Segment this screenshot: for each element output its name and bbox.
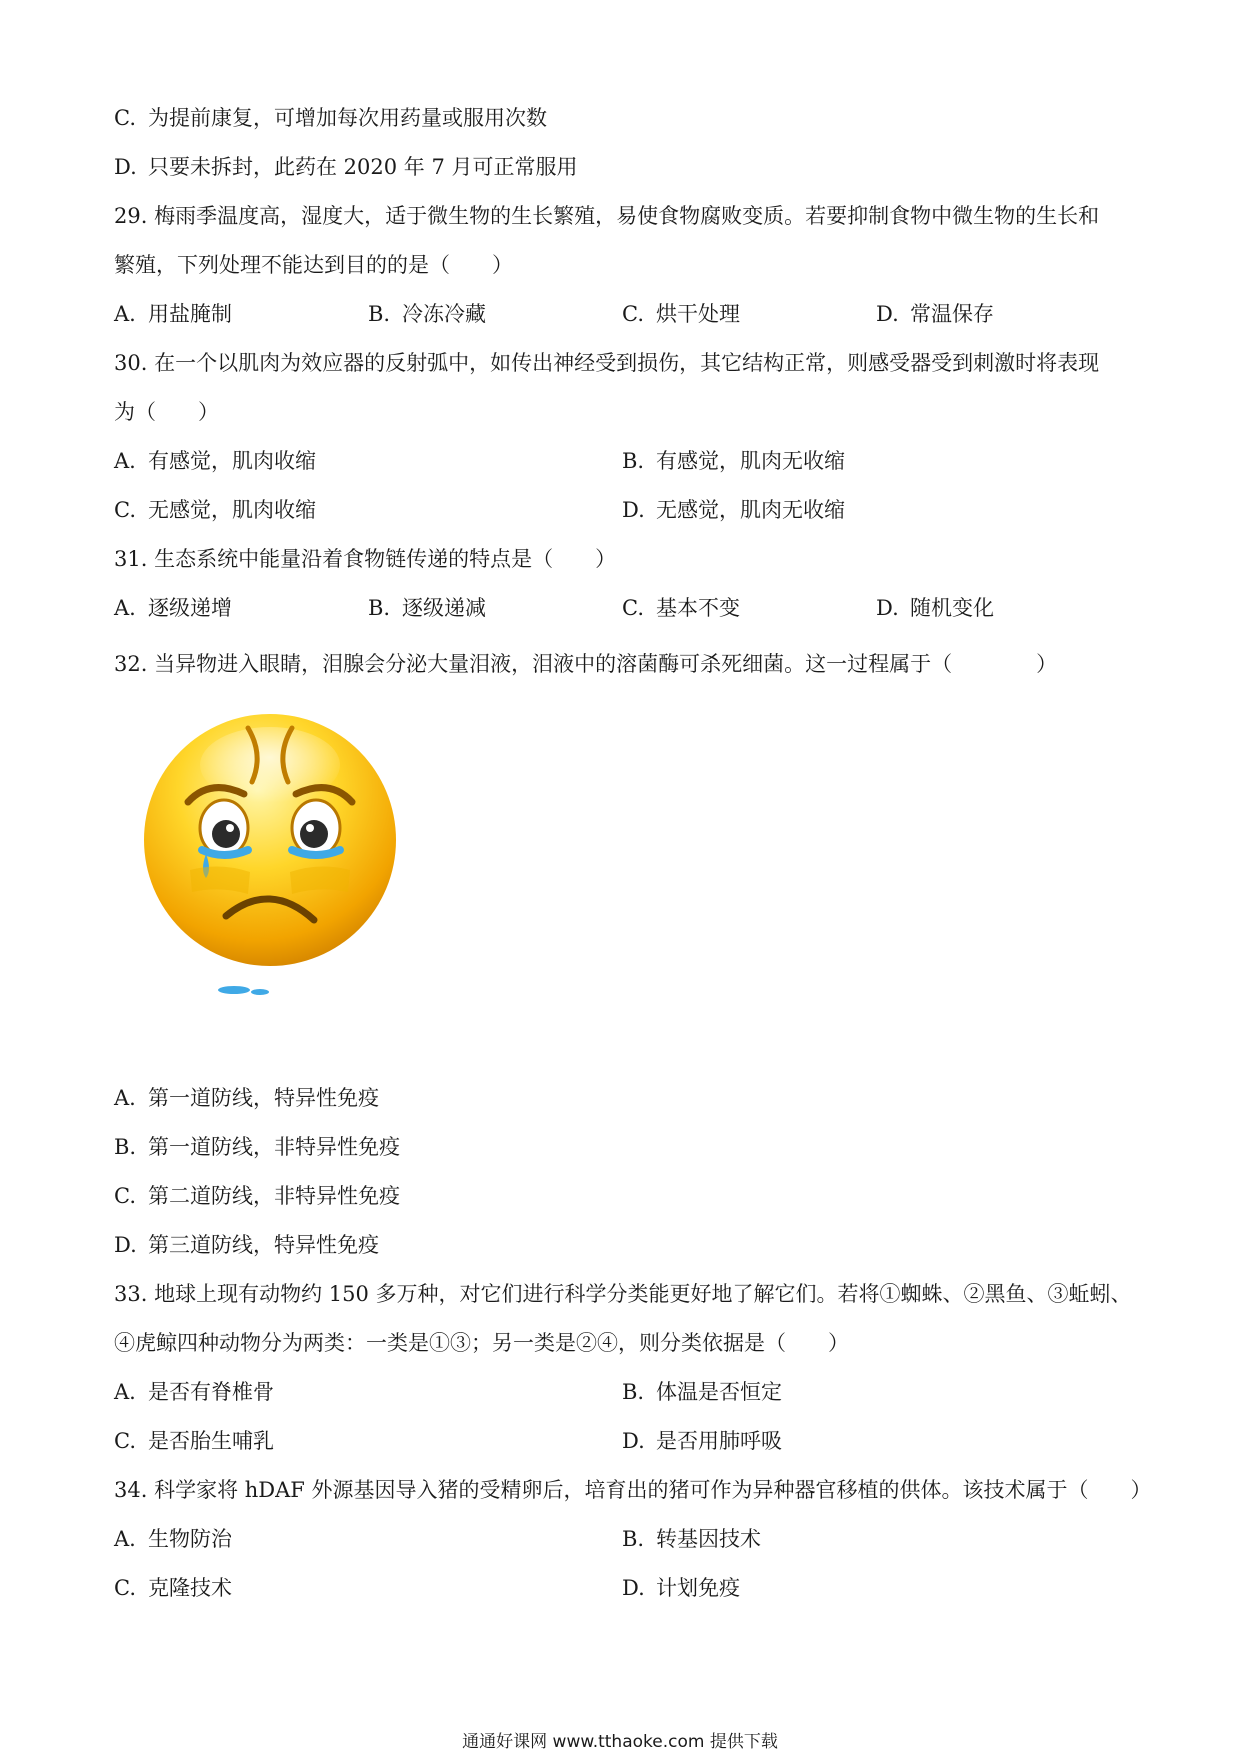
option-label: C.	[622, 302, 644, 326]
option-text: 计划免疫	[656, 1576, 740, 1600]
option-text: 冷冻冷藏	[402, 302, 486, 326]
option-text: 转基因技术	[656, 1527, 761, 1551]
option-label: D.	[622, 1429, 645, 1453]
q33-option-d	[622, 1427, 782, 1455]
q30-option-c	[114, 496, 316, 524]
q32-stem-line1: 32. 当异物进入眼睛，泪腺会分泌大量泪液，泪液中的溶菌酶可杀死细菌。这一过程属于（ ）	[114, 652, 1058, 676]
q32-option-a	[114, 1084, 379, 1112]
q31-option-d	[876, 594, 994, 622]
option-text: 克隆技术	[148, 1576, 232, 1600]
q34-stem-line1: 34. 科学家将 hDAF 外源基因导入猪的受精卵后，培育出的猪可作为异种器官移植的供体。该技术属于（ ）	[114, 1478, 1152, 1502]
option-label: C.	[114, 1429, 136, 1453]
q30-stem-line2: 为（ ）	[114, 400, 219, 424]
option-label: D.	[876, 302, 899, 326]
option-text: 第一道防线，非特异性免疫	[148, 1135, 400, 1159]
option-label: B.	[114, 1135, 137, 1159]
q34-option-b	[622, 1525, 761, 1553]
option-label: C.	[622, 596, 644, 620]
q33-option-c	[114, 1427, 274, 1455]
option-label: A.	[114, 449, 136, 473]
option-label: D.	[622, 498, 645, 522]
q33-option-b	[622, 1378, 782, 1406]
q34-option-d	[622, 1574, 740, 1602]
q30-option-d	[622, 496, 845, 524]
q30-stem-line1: 30. 在一个以肌肉为效应器的反射弧中，如传出神经受到损伤，其它结构正常，则感受器受到刺激时将表现	[114, 351, 1100, 375]
option-label: C.	[114, 498, 136, 522]
option-text: 基本不变	[656, 596, 740, 620]
option-label: D.	[876, 596, 899, 620]
option-label: C.	[114, 1184, 136, 1208]
q33-stem-line1: 33. 地球上现有动物约 150 多万种，对它们进行科学分类能更好地了解它们。若将①蜘蛛、②黑鱼、③蚯蚓、	[114, 1282, 1132, 1306]
option-text: 第三道防线，特异性免疫	[148, 1233, 379, 1257]
option-label: A.	[114, 596, 136, 620]
q31-stem-line1: 31. 生态系统中能量沿着食物链传递的特点是（ ）	[114, 547, 617, 571]
q29-option-d	[876, 300, 994, 328]
q32-option-c	[114, 1182, 400, 1210]
q34-option-a	[114, 1525, 232, 1553]
option-text: 无感觉，肌肉无收缩	[656, 498, 845, 522]
option-text: 生物防治	[148, 1527, 232, 1551]
q32-option-b	[114, 1133, 400, 1161]
q29-stem-line2: 繁殖，下列处理不能达到目的的是（ ）	[114, 253, 513, 277]
option-text: 无感觉，肌肉收缩	[148, 498, 316, 522]
q29-option-c	[622, 300, 740, 328]
q29-stem-line1: 29. 梅雨季温度高，湿度大，适于微生物的生长繁殖，易使食物腐败变质。若要抑制食物中微生物的生长和	[114, 204, 1100, 228]
option-label: D.	[622, 1576, 645, 1600]
q30-option-b	[622, 447, 845, 475]
option-label: B.	[622, 1527, 645, 1551]
option-label: A.	[114, 302, 136, 326]
option-text: 用盐腌制	[148, 302, 232, 326]
option-text: 为提前康复，可增加每次用药量或服用次数	[148, 106, 547, 130]
option-text: 第二道防线，非特异性免疫	[148, 1184, 400, 1208]
option-label: A.	[114, 1086, 136, 1110]
option-label: B.	[368, 302, 391, 326]
q34-option-c	[114, 1574, 232, 1602]
option-label: A.	[114, 1527, 136, 1551]
q31-option-a	[114, 594, 232, 622]
option-label: C.	[114, 1576, 136, 1600]
option-text: 有感觉，肌肉无收缩	[656, 449, 845, 473]
option-label: B.	[622, 1380, 645, 1404]
q33-stem-line2: ④虎鲸四种动物分为两类：一类是①③；另一类是②④，则分类依据是（ ）	[114, 1331, 849, 1355]
option-text: 随机变化	[910, 596, 994, 620]
q31-option-b	[368, 594, 486, 622]
q30-option-a	[114, 447, 316, 475]
option-text: 逐级递增	[148, 596, 232, 620]
option-label: D.	[114, 1233, 137, 1257]
option-label: B.	[622, 449, 645, 473]
q29-option-b	[368, 300, 486, 328]
option-label: A.	[114, 1380, 136, 1404]
option-text: 第一道防线，特异性免疫	[148, 1086, 379, 1110]
q28-option-d	[114, 153, 578, 181]
option-text: 常温保存	[910, 302, 994, 326]
q29-option-a	[114, 300, 232, 328]
option-text: 只要未拆封，此药在 2020 年 7 月可正常服用	[148, 155, 578, 179]
q32-option-d	[114, 1231, 379, 1259]
option-text: 体温是否恒定	[656, 1380, 782, 1404]
q28-option-c	[114, 104, 547, 132]
option-text: 烘干处理	[656, 302, 740, 326]
crying-emoji-icon	[140, 710, 410, 1010]
option-label: B.	[368, 596, 391, 620]
option-text: 有感觉，肌肉收缩	[148, 449, 316, 473]
q31-option-c	[622, 594, 740, 622]
option-label: D.	[114, 155, 137, 179]
page-footer: 通通好课网 www.tthaoke.com 提供下载	[462, 1732, 778, 1752]
option-text: 逐级递减	[402, 596, 486, 620]
q33-option-a	[114, 1378, 274, 1406]
option-text: 是否用肺呼吸	[656, 1429, 782, 1453]
option-text: 是否有脊椎骨	[148, 1380, 274, 1404]
option-label: C.	[114, 106, 136, 130]
option-text: 是否胎生哺乳	[148, 1429, 274, 1453]
